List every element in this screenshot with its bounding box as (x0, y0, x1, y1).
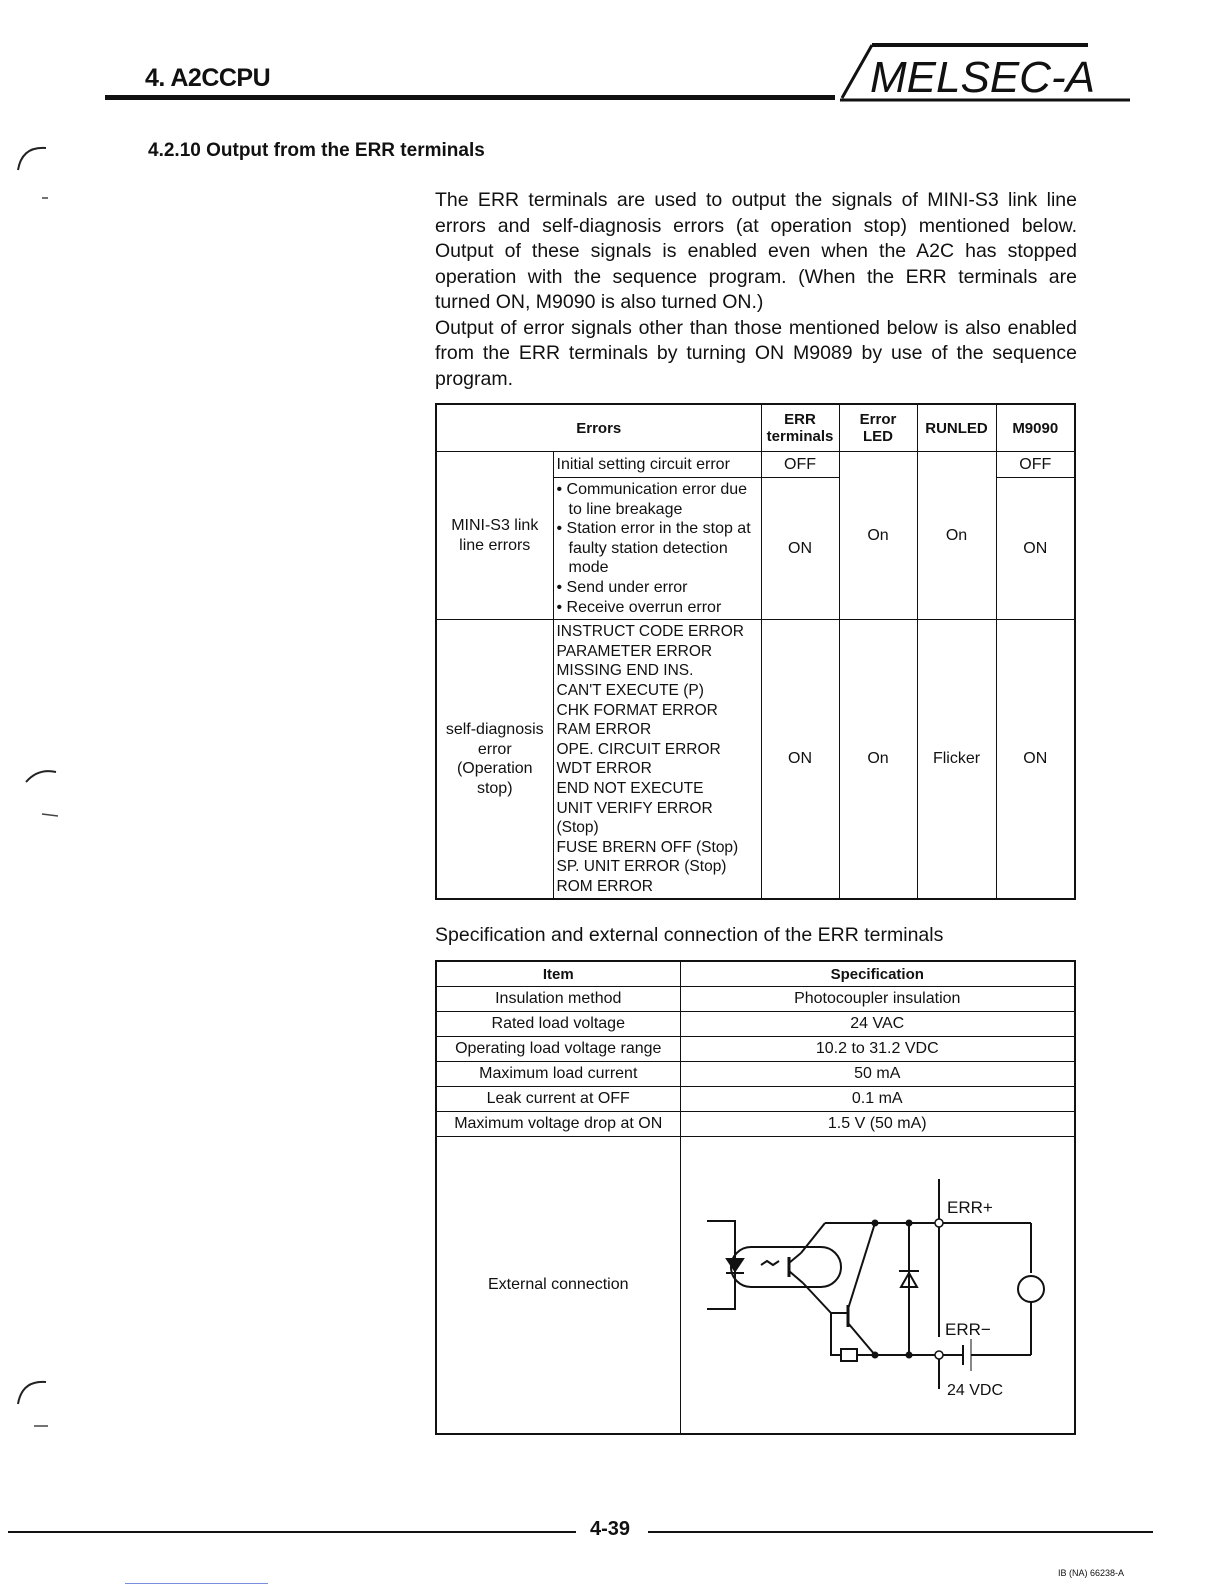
list-item: END NOT EXECUTE (556, 779, 704, 797)
error-initial-setting: Initial setting circuit error (553, 452, 761, 478)
circuit-diagram (681, 1137, 1074, 1433)
list-item: OPE. CIRCUIT ERROR (556, 740, 721, 758)
margin-mark (10, 140, 50, 210)
spec-value: 1.5 V (50 mA) (680, 1112, 1075, 1137)
error-list-self-diagnosis (553, 620, 761, 900)
logo-text: MELSEC-A (870, 53, 1095, 102)
value-err-terminals: ON (761, 620, 839, 900)
external-connection-diagram (680, 1137, 1075, 1435)
header-err-terminals: ERR terminals (761, 404, 839, 452)
value-error-led: On (839, 452, 917, 620)
error-list-mini-s3 (553, 478, 761, 620)
err-plus-label: ERR+ (946, 1198, 993, 1217)
list-item: WDT ERROR (556, 760, 652, 778)
table-row (436, 1137, 1075, 1435)
spec-table (435, 960, 1076, 1435)
list-item: INSTRUCT CODE ERROR (556, 623, 744, 641)
header-m9090: M9090 (996, 404, 1075, 452)
table-row (436, 1012, 1075, 1037)
list-item: ROM ERROR (556, 877, 653, 895)
external-connection-label: External connection (436, 1137, 680, 1435)
value-m9090: ON (996, 478, 1075, 620)
list-item: CHK FORMAT ERROR (556, 701, 718, 719)
header-error-led: Error LED (839, 404, 917, 452)
photocoupler-outline (731, 1247, 841, 1287)
list-item: FUSE BRERN OFF (Stop) (556, 838, 739, 856)
spec-item: Operating load voltage range (436, 1037, 680, 1062)
spec-caption: Specification and external connection of the ERR terminals (435, 924, 944, 946)
table-row (436, 987, 1075, 1012)
group-self-diagnosis: self-diagnosis error (Operation stop) (436, 620, 553, 900)
list-item: PARAMETER ERROR (556, 642, 713, 660)
table-row (436, 1062, 1075, 1087)
error-table (435, 403, 1076, 900)
supply-label: 24 VDC (946, 1382, 1003, 1399)
value-runled: On (917, 452, 996, 620)
list-item: • Station error in the stop at faulty station detection mode (556, 520, 751, 577)
spec-value: 10.2 to 31.2 VDC (680, 1037, 1075, 1062)
table-row (436, 620, 1075, 900)
list-item: CAN'T EXECUTE (P) (556, 681, 704, 699)
page-number: 4-39 (590, 1518, 631, 1540)
value-m9090: OFF (996, 452, 1075, 478)
header-runled: RUNLED (917, 404, 996, 452)
value-error-led: On (839, 620, 917, 900)
header-spec: Specification (680, 961, 1075, 987)
group-mini-s3: MINI-S3 link line errors (436, 452, 553, 620)
list-item: RAM ERROR (556, 721, 652, 739)
value-err-terminals: OFF (761, 452, 839, 478)
table-row (436, 452, 1075, 478)
header-item: Item (436, 961, 680, 987)
margin-mark (18, 760, 58, 830)
error-table-header (436, 404, 1075, 452)
footer-rule (648, 1531, 1153, 1533)
intro-paragraph-1: The ERR terminals are used to output the signals of MINI-S3 link line errors and self-diagnosis errors (at operation stop) mentioned below. Output of these signals is enabled even when the A2C has stopped operation with the sequence program. (When the ERR terminals are turned ON, M9090 is also turned ON.) (435, 189, 1077, 313)
err-minus-label: ERR− (944, 1320, 991, 1339)
spec-value: 50 mA (680, 1062, 1075, 1087)
section-title: 4.2.10 Output from the ERR terminals (148, 140, 485, 161)
footer-rule (8, 1531, 576, 1533)
intro-text (435, 188, 1077, 392)
margin-mark (10, 1374, 50, 1444)
table-row (436, 1087, 1075, 1112)
list-item: SP. UNIT ERROR (Stop) (556, 858, 727, 876)
list-item: UNIT VERIFY ERROR (Stop) (556, 799, 713, 837)
chapter-title: 4. A2CCPU (145, 64, 271, 92)
value-m9090: ON (996, 620, 1075, 900)
spec-value: Photocoupler insulation (680, 987, 1075, 1012)
list-item: • Communication error due to line breakage (556, 481, 748, 518)
header-rule (105, 95, 835, 100)
spec-value: 0.1 mA (680, 1087, 1075, 1112)
list-item: • Send under error (556, 578, 688, 596)
list-item: MISSING END INS. (556, 662, 694, 680)
spec-value: 24 VAC (680, 1012, 1075, 1037)
document-id: IB (NA) 66238-A (1058, 1568, 1125, 1578)
header-errors: Errors (436, 404, 761, 452)
spec-item: Maximum load current (436, 1062, 680, 1087)
spec-item: Leak current at OFF (436, 1087, 680, 1112)
spec-table-header (436, 961, 1075, 987)
spec-item: Rated load voltage (436, 1012, 680, 1037)
table-row (436, 1037, 1075, 1062)
list-item: • Receive overrun error (556, 598, 722, 616)
value-runled: Flicker (917, 620, 996, 900)
load-icon (1018, 1276, 1044, 1302)
table-row (436, 1112, 1075, 1137)
melsec-logo (840, 40, 1130, 110)
value-err-terminals: ON (761, 478, 839, 620)
spec-item: Insulation method (436, 987, 680, 1012)
intro-paragraph-2: Output of error signals other than those mentioned below is also enabled from the ERR terminals by turning ON M9089 by use of the sequence program. (435, 316, 1077, 390)
spec-item: Maximum voltage drop at ON (436, 1112, 680, 1137)
